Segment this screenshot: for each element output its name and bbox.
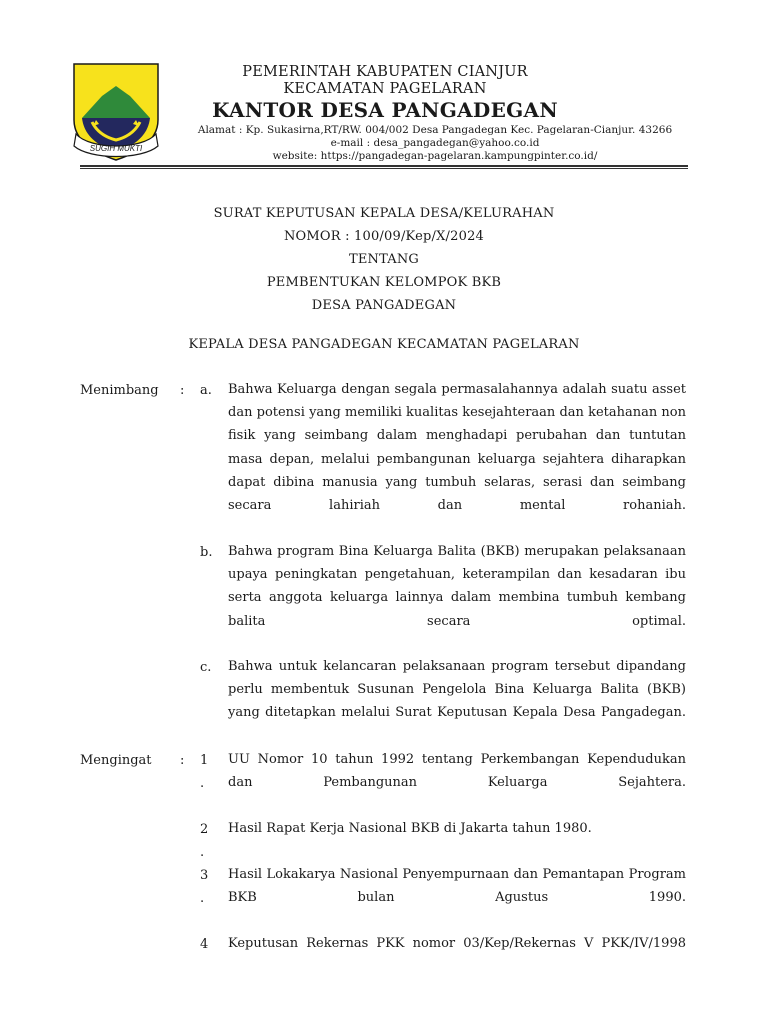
letterhead-office-name: KANTOR DESA PANGADEGAN bbox=[212, 98, 558, 122]
menimbang-item-c: Bahwa untuk kelancaran pelaksanaan program tersebut dipandang perlu membentuk Susunan Pengelola Bina Keluarga Balita (BKB) yang ditetapkan melalui Surat Keputusan Kepala Desa Pangadegan. bbox=[228, 659, 686, 721]
logo-motto: SUGIH MUKTI bbox=[89, 144, 143, 153]
menimbang-item-b: Bahwa program Bina Keluarga Balita (BKB) merupakan pelaksanaan upaya peningkatan pengetahuan, keterampilan dan kesadaran ibu serta anggota keluarga lainnya dalam membina tumbuh kembang balita secara optimal. bbox=[228, 544, 686, 629]
item-mark: c. bbox=[200, 660, 212, 675]
letterhead-address: Alamat : Kp. Sukasirna,RT/RW. 004/002 Desa Pangadegan Kec. Pagelaran-Cianjur. 43266 bbox=[197, 124, 673, 136]
letterhead-government: PEMERINTAH KABUPATEN CIANJUR bbox=[242, 64, 528, 80]
decree-subject: PEMBENTUKAN KELOMPOK BKB bbox=[266, 275, 502, 290]
section-label-menimbang: Menimbang bbox=[80, 383, 159, 398]
item-number-dot: . bbox=[200, 891, 205, 906]
item-number-dot: . bbox=[200, 776, 205, 791]
letterhead-email: e-mail : desa_pangadegan@yahoo.co.id bbox=[330, 137, 540, 149]
decree-title: SURAT KEPUTUSAN KEPALA DESA/KELURAHAN bbox=[213, 206, 555, 221]
section-colon: : bbox=[180, 753, 185, 768]
menimbang-item-a: Bahwa Keluarga dengan segala permasalahannya adalah suatu asset dan potensi yang memiliki kualitas kesejahteraan dan ketahanan non fisik yang seimbang dalam menghadapi perubahan dan tuntutan masa depan, melalui pembangunan keluarga sejahtera diharapkan dapat dibina manusia yang tumbuh selaras, serasi dan seimbang secara lahiriah dan mental rohaniah. bbox=[228, 382, 686, 514]
section-colon: : bbox=[180, 383, 185, 398]
decree-village: DESA PANGADEGAN bbox=[311, 298, 457, 313]
letterhead-rule-thin bbox=[80, 168, 688, 169]
letterhead-district: KECAMATAN PAGELARAN bbox=[283, 81, 487, 97]
section-label-mengingat: Mengingat bbox=[80, 753, 152, 768]
decree-about: TENTANG bbox=[348, 252, 420, 267]
item-number: 2 bbox=[200, 822, 209, 837]
decree-issuer: KEPALA DESA PANGADEGAN KECAMATAN PAGELARAN bbox=[188, 337, 580, 352]
item-number: 3 bbox=[200, 868, 209, 883]
mengingat-item-4: Keputusan Rekernas PKK nomor 03/Kep/Rekernas V PKK/IV/1998 bbox=[228, 936, 686, 951]
mengingat-item-1: UU Nomor 10 tahun 1992 tentang Perkembangan Kependudukan dan Pembangunan Keluarga Sejahtera. bbox=[228, 752, 686, 791]
mengingat-item-2: Hasil Rapat Kerja Nasional BKB di Jakarta tahun 1980. bbox=[228, 821, 592, 836]
village-emblem-logo bbox=[70, 62, 162, 162]
item-mark: a. bbox=[200, 383, 212, 398]
letterhead-rule-thick bbox=[80, 165, 688, 167]
item-number: 1 bbox=[200, 753, 209, 768]
item-number-dot: . bbox=[200, 845, 205, 860]
item-number: 4 bbox=[200, 937, 209, 952]
letterhead-website: website: https://pangadegan-pagelaran.kampungpinter.co.id/ bbox=[272, 150, 598, 162]
item-mark: b. bbox=[200, 545, 213, 560]
mengingat-item-3: Hasil Lokakarya Nasional Penyempurnaan dan Pemantapan Program BKB bulan Agustus 1990. bbox=[228, 867, 686, 906]
decree-number: NOMOR : 100/09/Kep/X/2024 bbox=[283, 229, 485, 244]
